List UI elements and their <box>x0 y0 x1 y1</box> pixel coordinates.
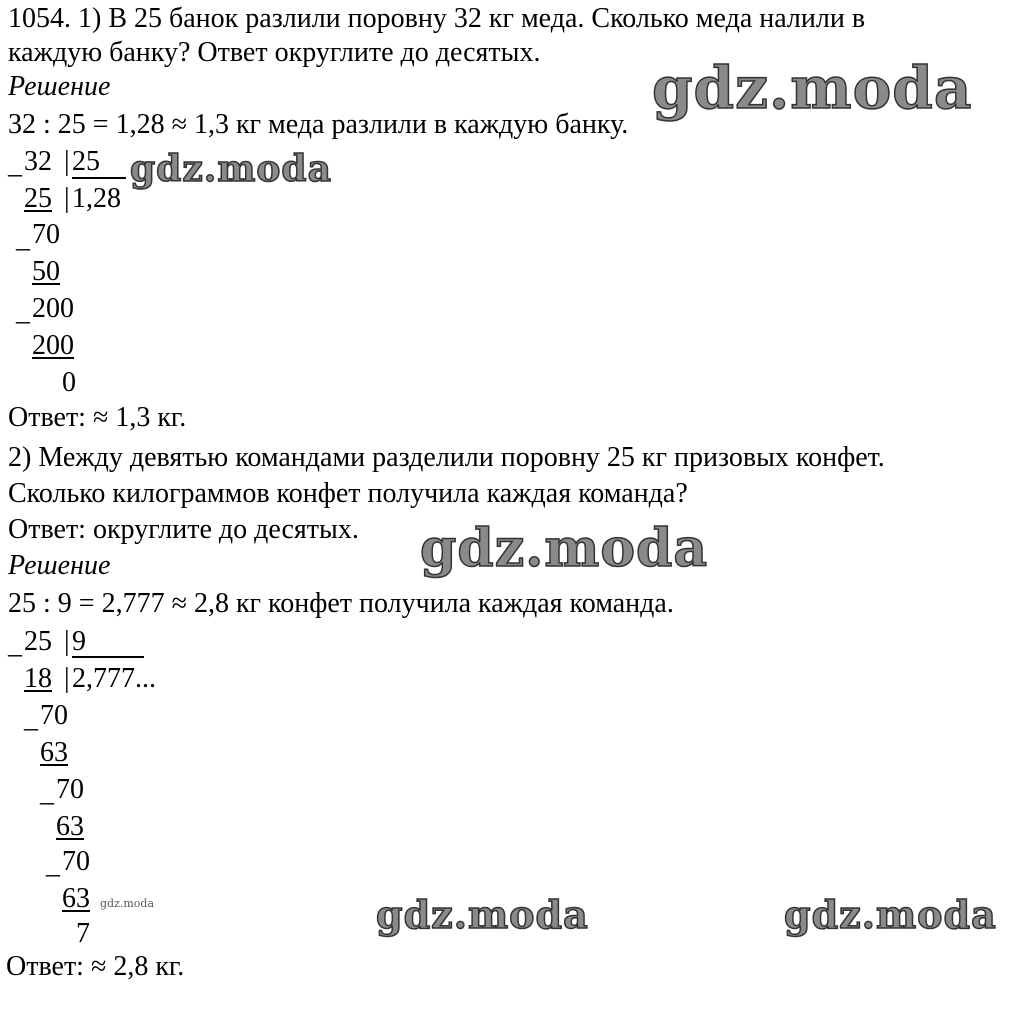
minus-sign: _ <box>8 629 22 660</box>
watermark-logo: gdz.moda <box>376 892 589 937</box>
watermark-logo: gdz.moda <box>784 892 997 937</box>
minus-sign: _ <box>8 149 22 180</box>
division-bar: | <box>64 183 70 214</box>
division-step: 70 <box>62 846 90 877</box>
problem1-answer: Ответ: ≈ 1,3 кг. <box>8 402 187 433</box>
watermark-logo: gdz.moda <box>420 518 709 579</box>
division-step: 63 <box>56 811 84 842</box>
minus-sign: _ <box>40 777 54 808</box>
divisor-underline <box>72 656 144 658</box>
problem1-equation: 32 : 25 = 1,28 ≈ 1,3 кг меда разлили в каждую банку. <box>8 109 629 140</box>
problem1-solution-label: Решение <box>8 71 111 102</box>
division-quotient: 1,28 <box>72 183 121 214</box>
division-step: 63 <box>62 883 90 914</box>
division-remainder: 7 <box>76 918 90 949</box>
divisor-underline <box>72 177 126 179</box>
watermark-logo: gdz.moda <box>130 148 332 190</box>
problem2-equation: 25 : 9 = 2,777 ≈ 2,8 кг конфет получила каждая команда. <box>8 588 674 619</box>
division-step: 63 <box>40 737 68 768</box>
minus-sign: _ <box>46 849 60 880</box>
problem2-text-line3: Ответ: округлите до десятых. <box>8 514 359 545</box>
division-step: 200 <box>32 330 74 361</box>
minus-sign: _ <box>24 703 38 734</box>
problem2-text-line2: Сколько килограммов конфет получила каждая команда? <box>8 478 688 509</box>
problem1-text-line2: каждую банку? Ответ округлите до десятых. <box>8 37 541 68</box>
division-step: 18 <box>24 663 52 694</box>
division-step: 70 <box>40 700 68 731</box>
division-bar: | <box>64 146 70 177</box>
minus-sign: _ <box>16 296 30 327</box>
division-dividend: 32 <box>24 146 52 177</box>
division-remainder: 0 <box>62 367 76 398</box>
problem2-solution-label: Решение <box>8 550 111 581</box>
problem1-text-line1: 1054. 1) В 25 банок разлили поровну 32 кг меда. Сколько меда налили в <box>8 3 866 34</box>
watermark-small: gdz.moda <box>100 897 155 910</box>
division-divisor: 9 <box>72 626 86 657</box>
division-step: 25 <box>24 183 52 214</box>
division-step: 200 <box>32 293 74 324</box>
watermark-logo: gdz.moda <box>652 54 973 122</box>
division-step: 70 <box>56 774 84 805</box>
division-bar: | <box>64 626 70 657</box>
division-quotient: 2,777... <box>72 663 156 694</box>
division-step: 70 <box>32 219 60 250</box>
division-step: 50 <box>32 256 60 287</box>
division-divisor: 25 <box>72 146 100 177</box>
problem2-text-line1: 2) Между девятью командами разделили поровну 25 кг призовых конфет. <box>8 442 885 473</box>
problem2-answer: Ответ: ≈ 2,8 кг. <box>6 951 185 982</box>
division-dividend: 25 <box>24 626 52 657</box>
minus-sign: _ <box>16 223 30 254</box>
division-bar: | <box>64 663 70 694</box>
